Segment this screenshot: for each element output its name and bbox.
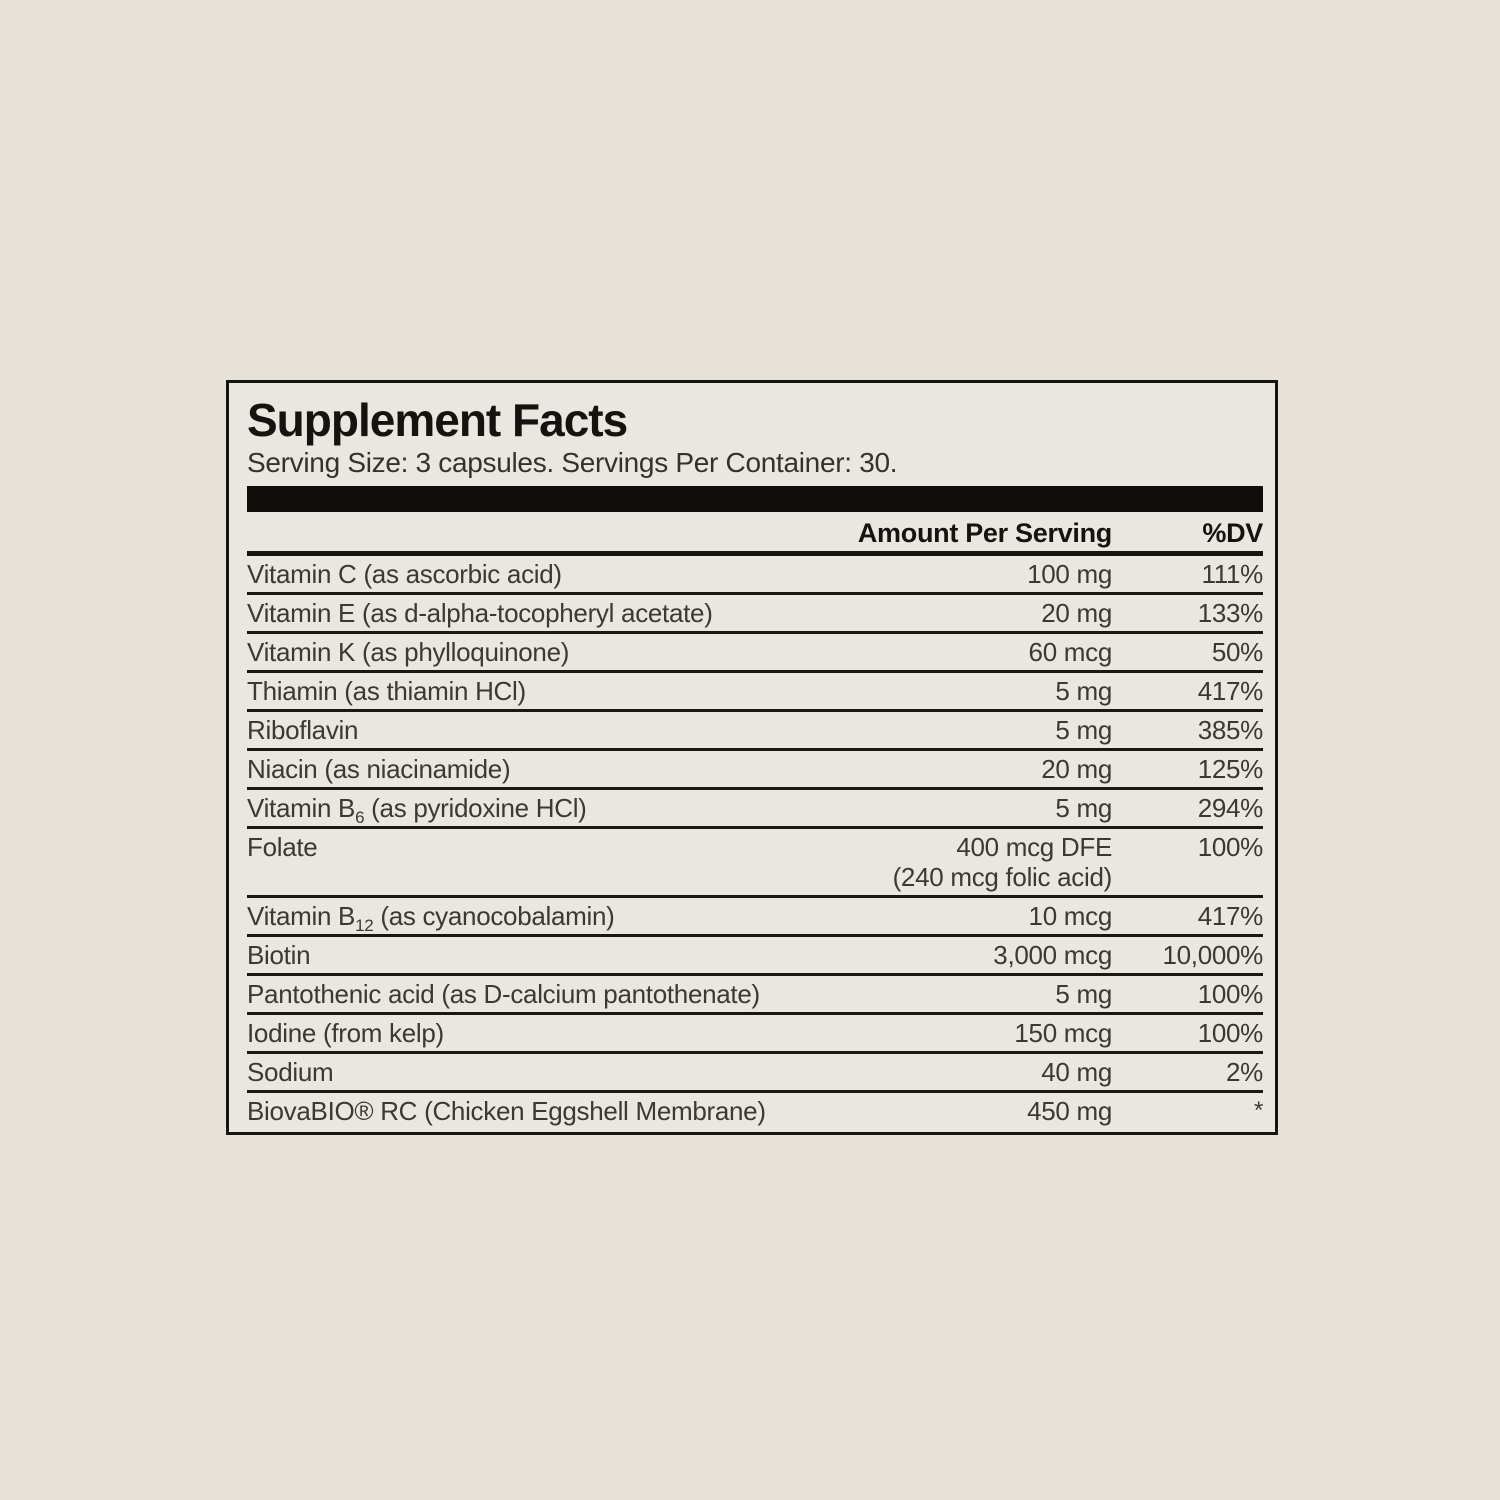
nutrient-amount: 40 mg: [1041, 1057, 1112, 1087]
nutrient-amount: 5 mg: [1055, 793, 1112, 823]
nutrient-amount: 5 mg: [1055, 715, 1112, 745]
nutrient-name: Vitamin $B_6$ (as pyridoxine HCl): [247, 793, 587, 828]
table-header-row: [247, 512, 1263, 556]
nutrient-name: Pantothenic acid (as D-calcium pantothenate): [247, 979, 760, 1009]
nutrient-amount: 3,000 mcg: [993, 940, 1112, 970]
column-header-dv: %DV: [1202, 518, 1263, 548]
table-row: [247, 1054, 1263, 1093]
nutrient-dv: 100%: [1197, 979, 1263, 1009]
nutrient-name: Vitamin K (as phylloquinone): [247, 637, 570, 667]
nutrient-name: Vitamin C (as ascorbic acid): [247, 559, 562, 589]
nutrient-name: Vitamin E (as d-alpha-tocopheryl acetate): [247, 598, 713, 628]
nutrient-table: [247, 556, 1263, 1132]
nutrient-amount: 20 mg: [1041, 598, 1112, 628]
nutrient-amount: 400 mcg DFE (240 mcg folic acid): [892, 832, 1112, 892]
table-row: [247, 829, 1263, 898]
nutrient-dv: 111%: [1201, 559, 1263, 589]
nutrient-name: Riboflavin: [247, 715, 359, 745]
table-row: [247, 898, 1263, 937]
table-row: [247, 595, 1263, 634]
table-row: [247, 1015, 1263, 1054]
table-row: [247, 790, 1263, 829]
nutrient-dv: 50%: [1211, 637, 1263, 667]
nutrient-amount: 5 mg: [1055, 979, 1112, 1009]
nutrient-amount: 20 mg: [1041, 754, 1112, 784]
nutrient-dv: 10,000%: [1162, 940, 1263, 970]
table-row: [247, 556, 1263, 595]
nutrient-dv: *: [1253, 1097, 1263, 1124]
nutrient-dv: 100%: [1197, 1018, 1263, 1048]
nutrient-dv: 125%: [1197, 754, 1263, 784]
serving-size-text: Serving Size: 3 capsules. Servings Per Container: 30.: [247, 447, 898, 478]
nutrient-dv: 133%: [1197, 598, 1263, 628]
nutrient-amount: 5 mg: [1055, 676, 1112, 706]
column-header-amount: Amount Per Serving: [857, 518, 1112, 548]
header-bar: [247, 486, 1263, 512]
nutrient-name: Sodium: [247, 1057, 334, 1087]
nutrient-dv: 385%: [1197, 715, 1263, 745]
table-row: [247, 634, 1263, 673]
nutrient-amount: 10 mcg: [1028, 901, 1112, 931]
nutrient-dv: 417%: [1197, 901, 1263, 931]
supplement-facts-panel: [226, 380, 1278, 1135]
nutrient-dv: 2%: [1226, 1057, 1263, 1087]
nutrient-amount: 60 mcg: [1028, 637, 1112, 667]
nutrient-amount: 150 mcg: [1014, 1018, 1112, 1048]
table-row: [247, 1093, 1263, 1132]
table-row: [247, 673, 1263, 712]
table-row: [247, 937, 1263, 976]
nutrient-name: Vitamin $B_{12}$ (as cyanocobalamin): [247, 901, 615, 936]
nutrient-amount: 450 mg: [1027, 1096, 1112, 1126]
table-row: [247, 976, 1263, 1015]
nutrient-amount: 100 mg: [1027, 559, 1112, 589]
nutrient-name: Folate: [247, 832, 318, 862]
table-row: [247, 751, 1263, 790]
nutrient-name: Niacin (as niacinamide): [247, 754, 511, 784]
nutrient-name: BiovaBIO® RC (Chicken Eggshell Membrane): [247, 1096, 766, 1126]
nutrient-name: Iodine (from kelp): [247, 1018, 444, 1048]
nutrient-name: Biotin: [247, 940, 311, 970]
nutrient-dv: 100%: [1197, 832, 1263, 862]
table-row: [247, 712, 1263, 751]
page-title: Supplement Facts: [247, 394, 628, 446]
nutrient-dv: 294%: [1197, 793, 1263, 823]
nutrient-dv: 417%: [1197, 676, 1263, 706]
nutrient-name: Thiamin (as thiamin HCl): [247, 676, 526, 706]
